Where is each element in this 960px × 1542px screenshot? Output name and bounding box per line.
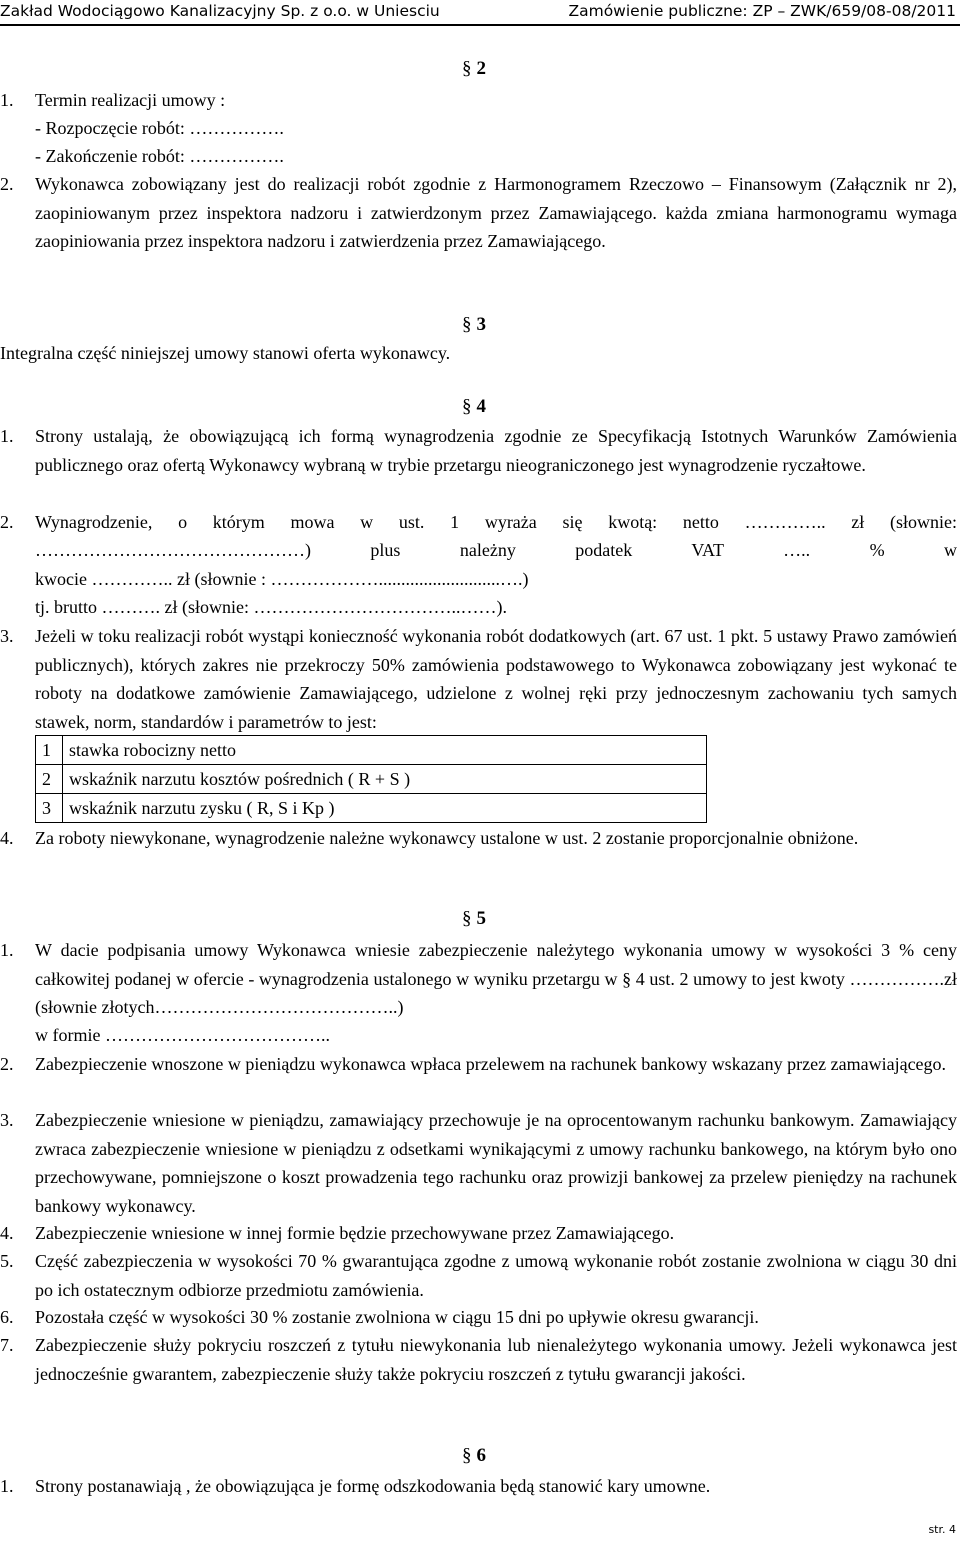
s5-item-6-label: 6. xyxy=(0,1307,14,1327)
s6-item-1-text: Strony postanawiają , że obowiązująca je formę odszkodowania będą stanowić kary umowne. xyxy=(35,1476,711,1496)
page-header xyxy=(0,0,960,26)
s5-item-5-text: Część zabezpieczenia w wysokości 70 % gwarantująca zgodne z umową wykonanie robót zostanie zwolniona w ciągu 30 dni po ich ostatecznym odbiorze przedmiotu zamówienia. xyxy=(35,1251,957,1300)
header-tender-ref: Zamówienie publiczne: ZP – ZWK/659/08-08/2011 xyxy=(568,2,956,20)
s5-item-4-label: 4. xyxy=(0,1223,14,1243)
section-heading-4: § 4 xyxy=(462,396,486,417)
s2-item-1-title: Termin realizacji umowy : xyxy=(35,90,226,110)
s4-item-4-text: Za roboty niewykonane, wynagrodzenie należne wykonawcy ustalone w ust. 2 zostanie proporcjonalnie obniżone. xyxy=(35,828,859,848)
table-cell-label: wskaźnik narzutu kosztów pośrednich ( R + S ) xyxy=(63,765,707,794)
header-company: Zakład Wodociągowo Kanalizacyjny Sp. z o.o. w Uniesciu xyxy=(0,2,440,20)
s2-item-2-text: Wykonawca zobowiązany jest do realizacji robót zgodnie z Harmonogramem Rzeczowo – Finansowym (Załącznik nr 2), zaopiniowanym przez inspektora nadzoru i zatwierdzonym przez Zamawiającego. każda zmiana harmonogramu wymaga zaopiniowania przez inspektora nadzoru i zatwierdzenia przez Zamawiającego. xyxy=(35,174,957,251)
s2-item-2-label: 2. xyxy=(0,174,14,194)
section-heading-3: § 3 xyxy=(462,314,486,335)
table-cell-number: 3 xyxy=(36,794,63,823)
s5-item-6-text: Pozostała część w wysokości 30 % zostanie zwolniona w ciągu 15 dni po upływie okresu gwarancji. xyxy=(35,1307,759,1327)
table-row xyxy=(36,736,707,765)
s4-item-2-line-4: tj. brutto ………. zł (słownie: ……………………………..……). xyxy=(35,597,507,617)
s5-item-3-label: 3. xyxy=(0,1110,14,1130)
s4-item-3-text: Jeżeli w toku realizacji robót wystąpi konieczność wykonania robót dodatkowych (art. 67 ust. 1 pkt. 5 ustawy Prawo zamówień publicznych), których zakres nie przekroczy 50% zamówienia podstawowego to Wykonawca zobowiązany jest wykonać te roboty na dodatkowe zamówienie Zamawiającego, udzielone z wolnej ręki przy jednoczesnym zachowaniu tych samych stawek, norm, standardów i parametrów to jest: xyxy=(35,626,957,732)
s2-start-date: - Rozpoczęcie robót: ……………. xyxy=(35,118,284,138)
s5-item-7-label: 7. xyxy=(0,1335,14,1355)
s3-text: Integralna część niniejszej umowy stanowi oferta wykonawcy. xyxy=(0,343,451,363)
s5-item-5-label: 5. xyxy=(0,1251,14,1271)
s4-item-2-line-3: kwocie ………….. zł (słownie : ………………...........................….) xyxy=(35,569,529,589)
table-cell-label: stawka robocizny netto xyxy=(63,736,707,765)
s2-item-1-label: 1. xyxy=(0,90,14,110)
table-row xyxy=(36,794,707,823)
s5-item-7-text: Zabezpieczenie służy pokryciu roszczeń z tytułu niewykonania lub nienależytego wykonania umowy. Jeżeli wykonawca jest jednocześnie gwarantem, zabezpieczenie służy także pokryciu roszczeń z tytułu gwarancji jakości. xyxy=(35,1335,957,1384)
s4-item-2-line-1: Wynagrodzenie, o którym mowa w ust. 1 wyraża się kwotą: netto ………….. zł (słownie: xyxy=(35,512,957,532)
s4-item-4-label: 4. xyxy=(0,828,14,848)
s4-item-2-line-2: ………………………………………) plus należny podatek VAT ….. % w xyxy=(35,540,957,560)
s5-item-4-text: Zabezpieczenie wniesione w innej formie będzie przechowywane przez Zamawiającego. xyxy=(35,1223,675,1243)
s5-item-3-text: Zabezpieczenie wniesione w pieniądzu, zamawiający przechowuje je na oprocentowanym rachunku bankowym. Zamawiający zwraca zabezpieczenie wniesione w pieniądzu z odsetkami wynikającymi z umowy rachunku bankowego, na którym było ono przechowywane, pomniejszone o koszt prowadzenia tego rachunku oraz prowizji bankowej za przelew pieniędzy na rachunek bankowy wykonawcy. xyxy=(35,1110,957,1216)
s4-item-2-label: 2. xyxy=(0,512,14,532)
table-cell-label: wskaźnik narzutu zysku ( R, S i Kp ) xyxy=(63,794,707,823)
section-heading-6: § 6 xyxy=(462,1445,486,1466)
s4-item-3-label: 3. xyxy=(0,626,14,646)
rates-table xyxy=(35,735,707,823)
table-cell-number: 1 xyxy=(36,736,63,765)
s4-item-1-label: 1. xyxy=(0,426,14,446)
page-number: str. 4 xyxy=(928,1523,956,1536)
s2-end-date: - Zakończenie robót: ……………. xyxy=(35,146,284,166)
s5-item-2-text: Zabezpieczenie wnoszone w pieniądzu wykonawca wpłaca przelewem na rachunek bankowy wskazany przez zamawiającego. xyxy=(35,1054,947,1074)
section-heading-2: § 2 xyxy=(462,58,486,79)
s5-item-2-label: 2. xyxy=(0,1054,14,1074)
s4-item-1-text: Strony ustalają, że obowiązującą ich formą wynagrodzenia zgodnie ze Specyfikacją Istotnych Warunków Zamówienia publicznego oraz ofertą Wykonawcy wybraną w trybie przetargu nieograniczonego jest wynagrodzenie ryczałtowe. xyxy=(35,426,957,475)
section-heading-5: § 5 xyxy=(462,908,486,929)
s6-item-1-label: 1. xyxy=(0,1476,14,1496)
table-cell-number: 2 xyxy=(36,765,63,794)
table-row xyxy=(36,765,707,794)
s5-item-1-form: w formie ……………………………….. xyxy=(35,1025,330,1045)
s5-item-1-text: W dacie podpisania umowy Wykonawca wniesie zabezpieczenie należytego wykonania umowy w wysokości 3 % ceny całkowitej podanej w ofercie - wynagrodzenia ustalonego w wyniku przetargu w § 4 ust. 2 umowy to jest kwoty …………….zł (słownie złotych…………………………………..) xyxy=(35,940,957,1017)
s5-item-1-label: 1. xyxy=(0,940,14,960)
